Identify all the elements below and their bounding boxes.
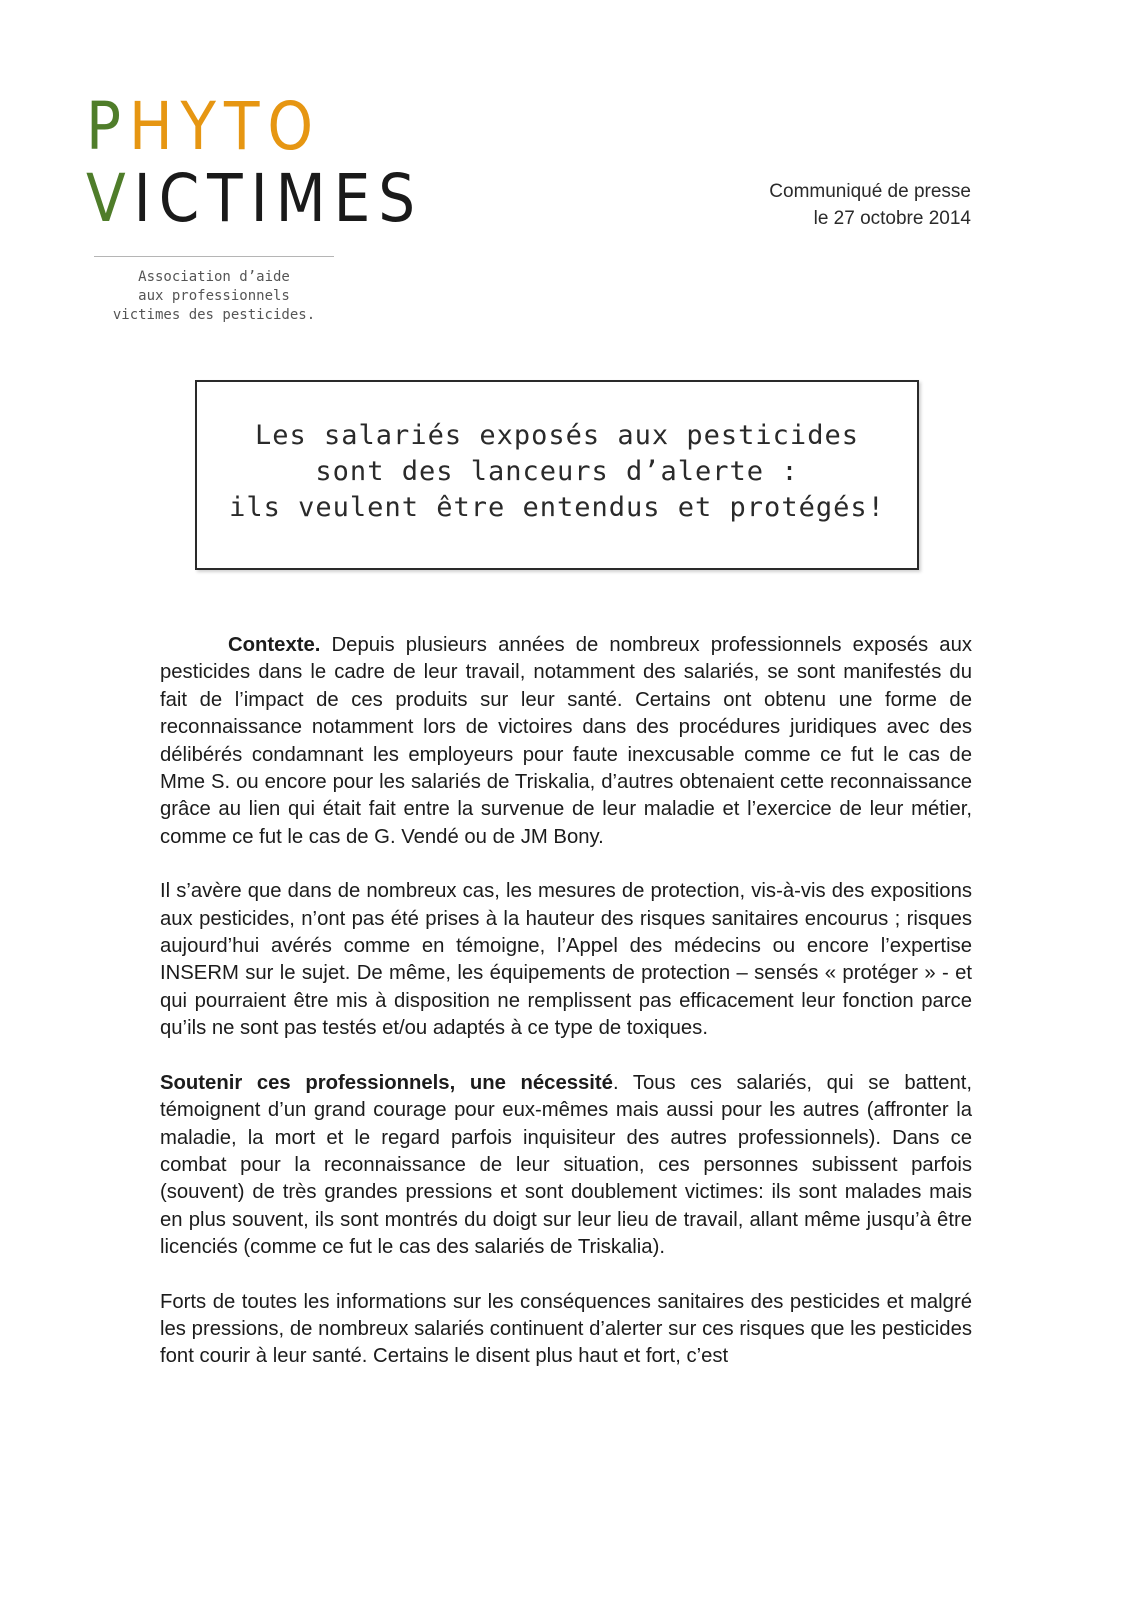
logo-divider <box>94 256 334 257</box>
title-line-2: sont des lanceurs d’alerte : <box>315 456 799 487</box>
logo-letter-p: P <box>86 88 129 165</box>
logo-tagline: Association d’aide aux professionnels victimes des pesticides. <box>112 269 316 323</box>
press-release-header <box>769 178 971 232</box>
paragraph-context-text: Depuis plusieurs années de nombreux professionnels exposés aux pesticides dans le cadre de leur travail, notamment des salariés, se sont manifestés du fait de l’impact de ces produits sur leur santé. Certains ont obtenu une forme de reconnaissance notamment lors de victoires dans des procédures juridiques avec des délibérés condamnant les employeurs pour faute inexcusable comme ce fut le cas de Mme S. ou encore pour les salariés de Triskalia, d’autres obtenaient cette reconnaissance grâce au lien qui était fait entre la survenue de leur maladie et l’exercice de leur métier, comme ce fut le cas de G. Vendé ou de JM Bony. <box>160 634 972 848</box>
logo-word-ictimes: ICTIMES <box>133 160 424 237</box>
paragraph-support-text: . Tous ces salariés, qui se battent, témoignent d’un grand courage pour eux-mêmes mais aussi pour les autres (affronter la maladie, la mort et le regard parfois inquisiteur des autres professionnels). Dans ce combat pour la reconnaissance de leur situation, ces personnes subissent parfois (souvent) de très grandes pressions et sont doublement victimes: ils sont malades mais en plus souvent, ils sont montrés du doigt sur leur lieu de travail, allant même jusqu’à être licenciés (comme ce fut le cas des salariés de Triskalia). <box>160 1071 972 1259</box>
press-release-label: Communiqué de presse <box>769 181 971 202</box>
phytovictimes-logo <box>86 88 424 338</box>
title-box <box>195 380 919 570</box>
document-body <box>160 632 972 1398</box>
logo-line-phyto <box>86 88 321 166</box>
paragraph-protection <box>160 878 972 1042</box>
title-line-1: Les salariés exposés aux pesticides <box>255 420 859 451</box>
logo-word-hyto: HYTO <box>128 88 321 165</box>
paragraph-support <box>160 1070 972 1262</box>
logo-letter-v: V <box>86 160 134 237</box>
logo-line-victimes <box>86 160 423 238</box>
paragraph-protection-text: Il s’avère que dans de nombreux cas, les mesures de protection, vis-à-vis des expositions aux pesticides, n’ont pas été prises à la hauteur des risques sanitaires encourus ; risques aujourd’hui avérés comme en témoigne, l’Appel des médecins ou encore l’expertise INSERM sur le sujet. De même, les équipements de protection – sensés « protéger » - et qui pourraient être mis à disposition ne remplissent pas efficacement leur fonction parce qu’ils ne sont pas testés et/ou adaptés à ce type de toxiques. <box>160 880 972 1040</box>
title-line-3: ils veulent être entendus et protégés! <box>229 492 885 523</box>
document-title <box>197 418 917 526</box>
paragraph-alert <box>160 1289 972 1371</box>
paragraph-alert-text: Forts de toutes les informations sur les conséquences sanitaires des pesticides et malgré les pressions, de nombreux salariés continuent d’alerter sur ces risques que les pesticides font courir à leur santé. Certains le disent plus haut et fort, c’est <box>160 1290 972 1368</box>
paragraph-support-heading: Soutenir ces professionnels, une nécessité <box>160 1071 613 1094</box>
press-release-date: le 27 octobre 2014 <box>813 208 971 229</box>
paragraph-context <box>160 632 972 851</box>
paragraph-context-heading: Contexte. <box>228 634 321 656</box>
